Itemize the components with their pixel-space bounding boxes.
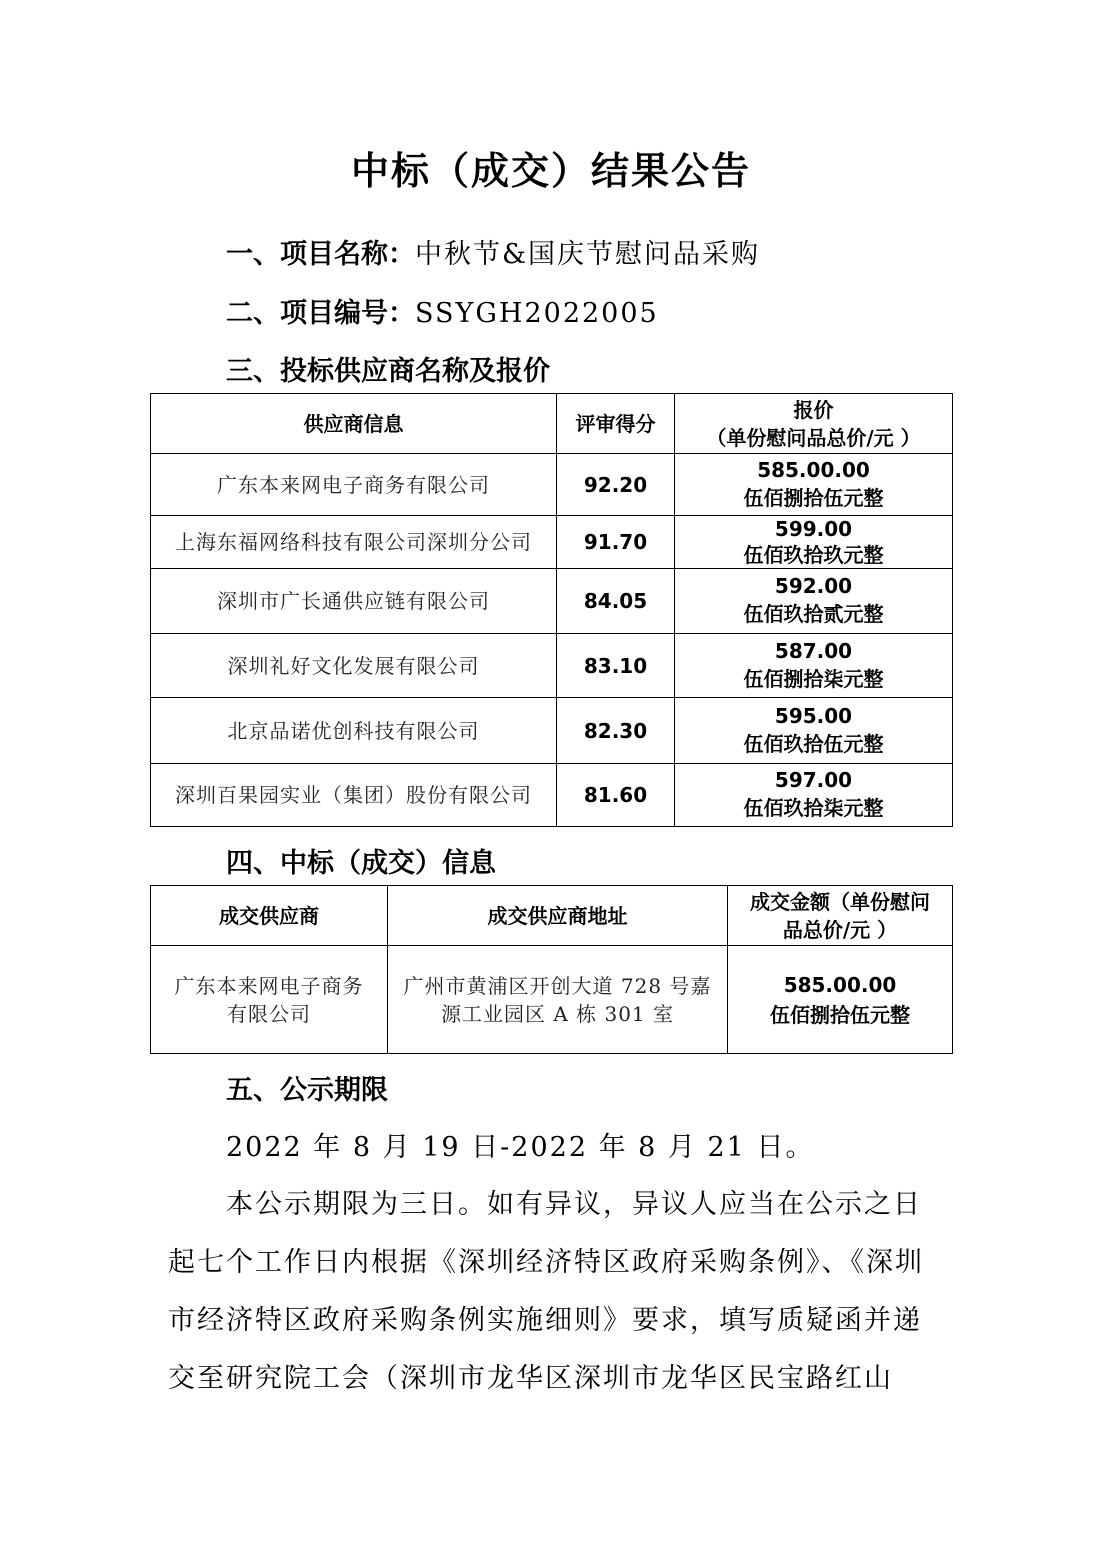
- award-amount: 585.00.00: [783, 972, 897, 997]
- header-price: [675, 394, 953, 454]
- award-supplier-line1: 广东本来网电子商务: [174, 973, 364, 998]
- score: 83.10: [557, 634, 675, 698]
- award-table-header: [151, 886, 953, 946]
- supplier-name: 北京品诺优创科技有限公司: [151, 698, 557, 764]
- supplier-name: 广东本来网电子商务有限公司: [151, 454, 557, 516]
- header-award-amount-line2: 品总价/元 ）: [782, 917, 898, 942]
- price-cell: [675, 698, 953, 764]
- price-words: 伍佰玖拾柒元整: [743, 796, 884, 820]
- supplier-name: 上海东福网络科技有限公司深圳分公司: [151, 516, 557, 569]
- price-cell: [675, 454, 953, 516]
- header-award-address: 成交供应商地址: [388, 886, 728, 946]
- body-line: 交至研究院工会（深圳市龙华区深圳市龙华区民宝路红山: [168, 1363, 893, 1394]
- header-price-line2: （单份慰问品总价/元 ）: [706, 425, 921, 450]
- publicity-period: 2022 年 8 月 19 日-2022 年 8 月 21 日。: [226, 1132, 815, 1163]
- header-supplier: 供应商信息: [151, 394, 557, 454]
- score: 91.70: [557, 516, 675, 569]
- award-address-line1: 广州市黄浦区开创大道 728 号嘉: [403, 973, 712, 998]
- header-award-amount: [728, 886, 953, 946]
- project-number-heading: [226, 291, 659, 330]
- price-cell: [675, 516, 953, 569]
- price-words: 伍佰玖拾玖元整: [743, 543, 884, 567]
- header-award-supplier: 成交供应商: [151, 886, 388, 946]
- table-row: [151, 516, 953, 569]
- project-number-value: SSYGH2022005: [415, 298, 659, 329]
- award-address-line2: 源工业园区 A 栋 301 室: [440, 1001, 675, 1026]
- price-amount: 597.00: [774, 768, 853, 792]
- project-number-label: 二、项目编号：: [226, 298, 415, 329]
- project-name-label: 一、项目名称：: [226, 239, 415, 270]
- price-words: 伍佰玖拾伍元整: [743, 731, 884, 756]
- publicity-heading: 五、公示期限: [226, 1075, 388, 1106]
- price-amount: 592.00: [774, 574, 853, 598]
- award-supplier-line2: 有限公司: [227, 1001, 311, 1026]
- table-row: [151, 634, 953, 698]
- body-line: 起七个工作日内根据《深圳经济特区政府采购条例》、《深圳: [168, 1247, 924, 1278]
- award-address-cell: [388, 946, 728, 1054]
- price-words: 伍佰捌拾伍元整: [743, 485, 884, 510]
- page-title: 中标（成交）结果公告: [350, 149, 751, 193]
- score: 81.60: [557, 764, 675, 827]
- award-table: [150, 885, 953, 1054]
- score: 82.30: [557, 698, 675, 764]
- bidders-heading: 三、投标供应商名称及报价: [226, 356, 550, 387]
- body-line: 市经济特区政府采购条例实施细则》要求，填写质疑函并递: [168, 1305, 922, 1336]
- price-cell: [675, 764, 953, 827]
- price-amount: 599.00: [774, 517, 853, 541]
- body-line: 本公示期限为三日。如有异议，异议人应当在公示之日: [226, 1189, 922, 1220]
- table-row: [151, 946, 953, 1054]
- price-words: 伍佰玖拾贰元整: [743, 602, 884, 626]
- project-name-value: 中秋节&国庆节慰问品采购: [415, 239, 761, 270]
- award-amount-words: 伍佰捌拾伍元整: [770, 1002, 910, 1027]
- header-price-line1: 报价: [793, 397, 834, 422]
- supplier-name: 深圳百果园实业（集团）股份有限公司: [151, 764, 557, 827]
- price-amount: 595.00: [774, 703, 853, 728]
- award-heading: 四、中标（成交）信息: [226, 848, 496, 879]
- header-score: 评审得分: [557, 394, 675, 454]
- bid-table-header: [151, 394, 953, 454]
- price-cell: [675, 569, 953, 634]
- supplier-name: 深圳市广长通供应链有限公司: [151, 569, 557, 634]
- price-amount: 585.00.00: [757, 457, 870, 482]
- table-row: [151, 698, 953, 764]
- award-supplier-cell: [151, 946, 388, 1054]
- price-words: 伍佰捌拾柒元整: [743, 666, 884, 691]
- score: 92.20: [557, 454, 675, 516]
- supplier-name: 深圳礼好文化发展有限公司: [151, 634, 557, 698]
- price-amount: 587.00: [774, 638, 853, 663]
- score: 84.05: [557, 569, 675, 634]
- bid-table: [150, 393, 953, 827]
- table-row: [151, 454, 953, 516]
- price-cell: [675, 634, 953, 698]
- award-amount-cell: [728, 946, 953, 1054]
- table-row: [151, 764, 953, 827]
- project-name-heading: [226, 232, 760, 271]
- header-award-amount-line1: 成交金额（单份慰问: [750, 889, 930, 914]
- table-row: [151, 569, 953, 634]
